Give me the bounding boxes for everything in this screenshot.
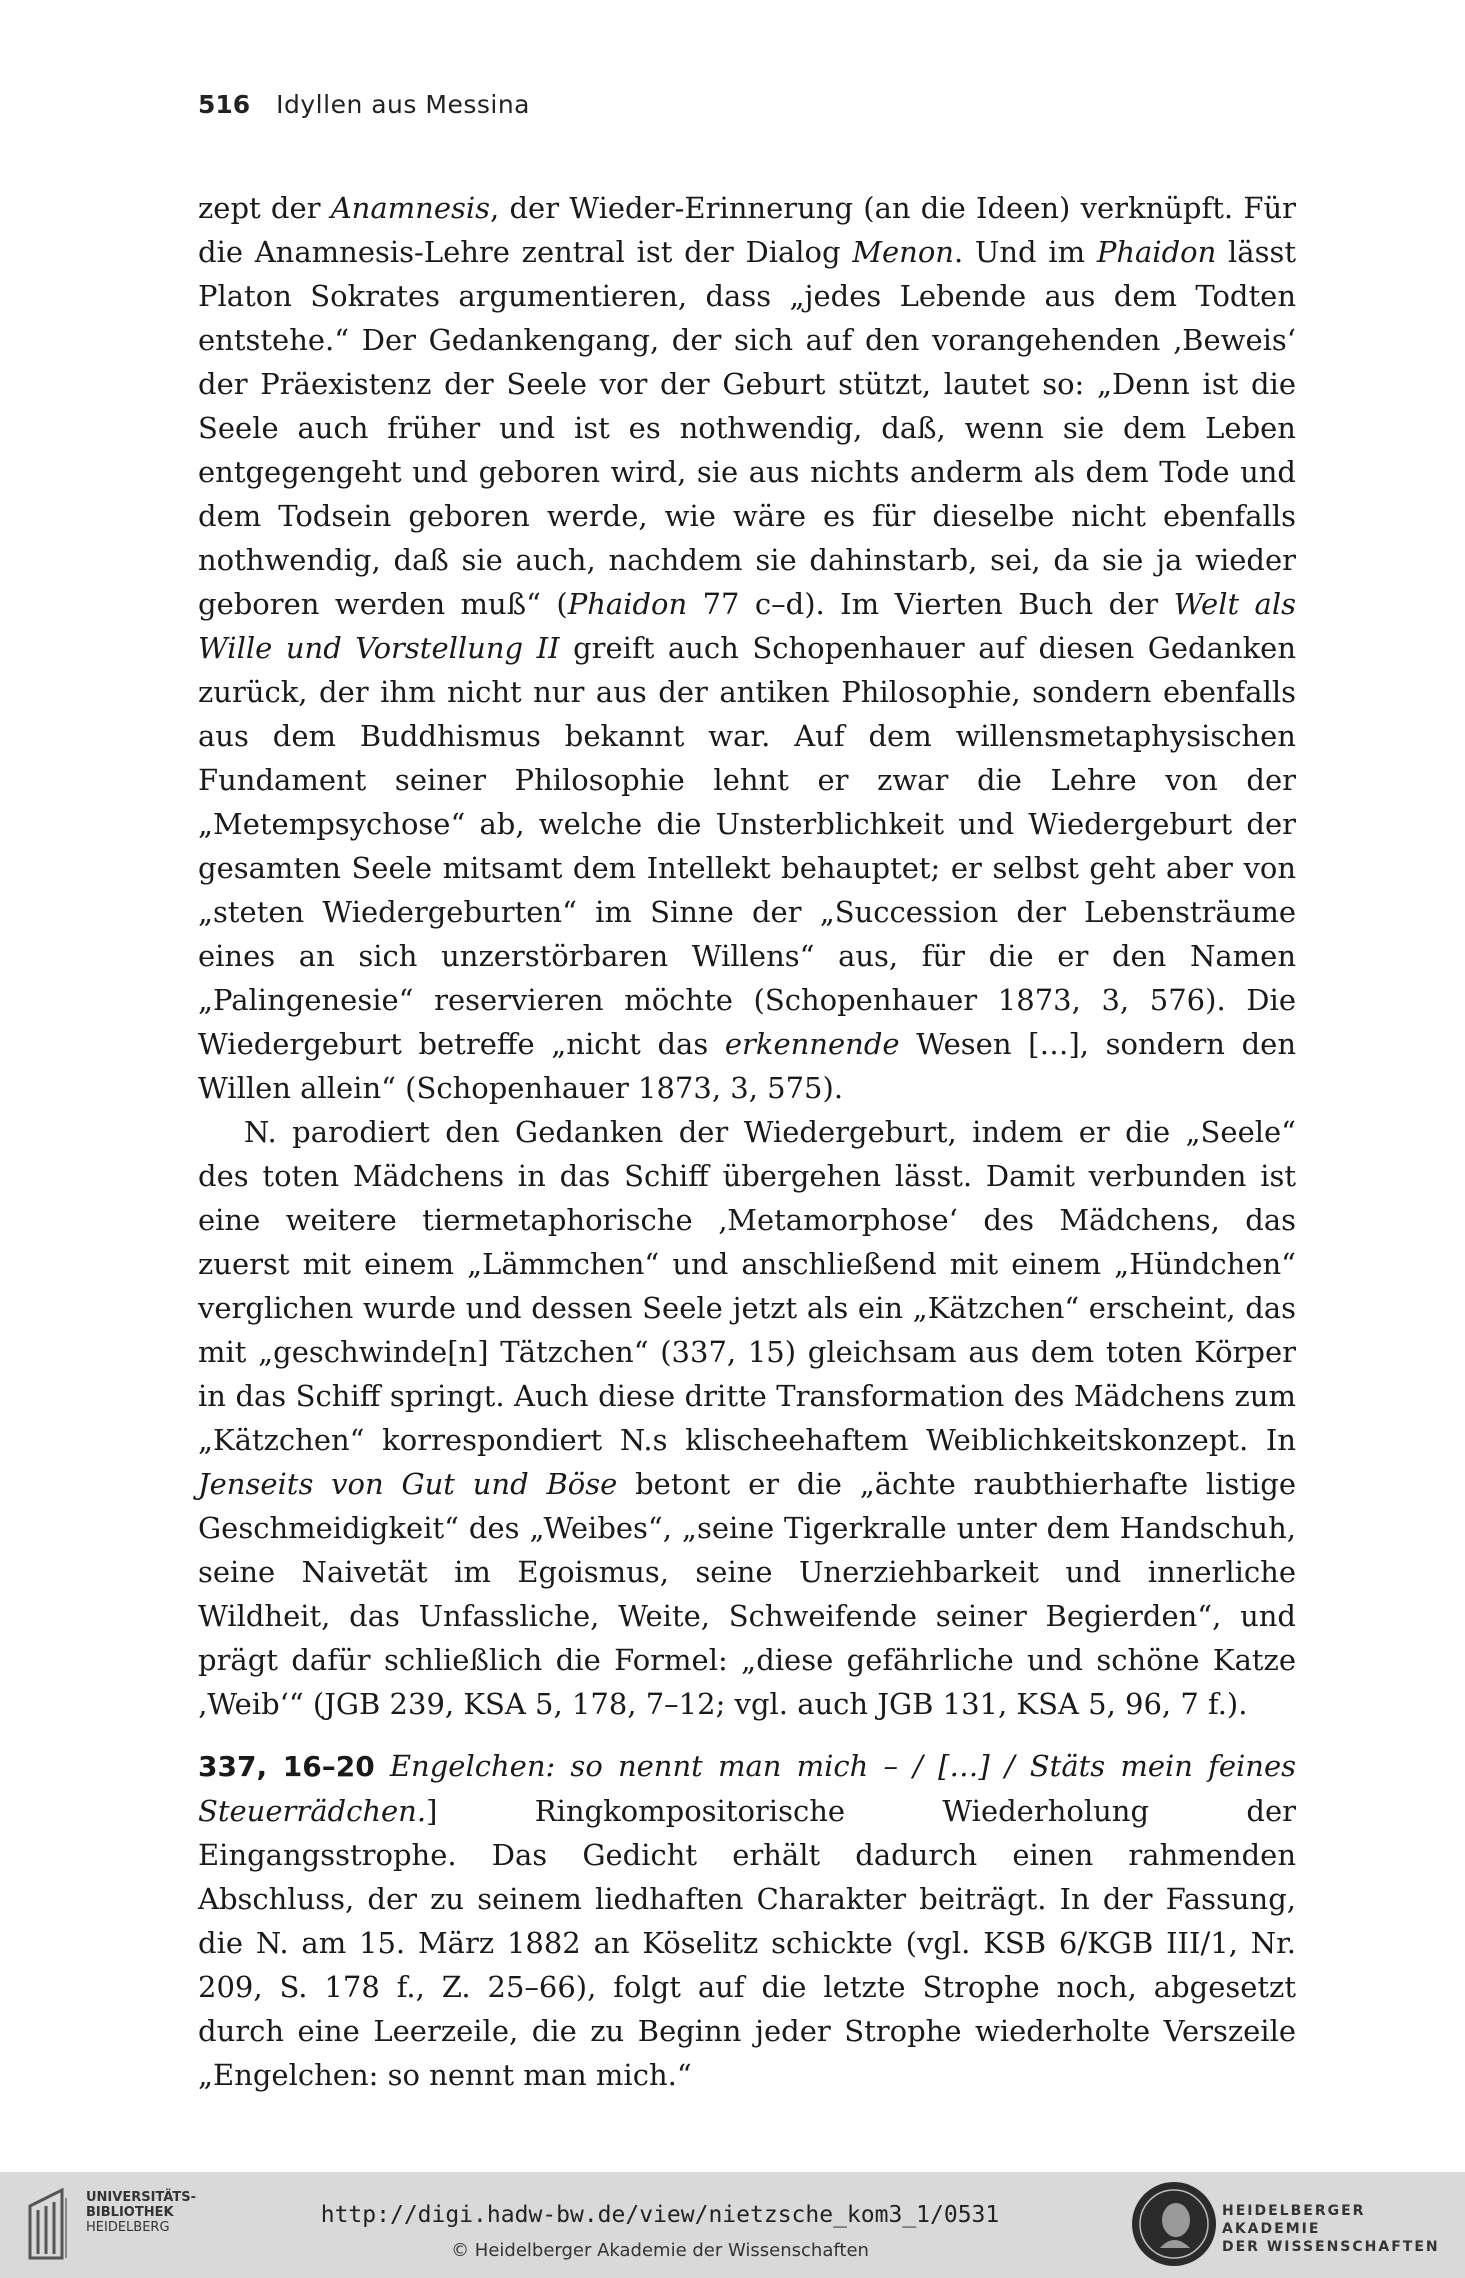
running-header	[198, 90, 530, 119]
source-url[interactable]: http://digi.hadw-bw.de/view/nietzsche_kom3_1/0531	[320, 2202, 1000, 2228]
academy-seal-icon	[1132, 2182, 1216, 2266]
copyright-notice: © Heidelberger Akademie der Wissenschaften	[451, 2240, 869, 2261]
commentary-body	[198, 186, 1296, 2097]
academy-name: HEIDELBERGER AKADEMIE DER WISSENSCHAFTEN	[1222, 2203, 1440, 2255]
library-building-icon	[22, 2184, 82, 2264]
digitization-footer	[0, 2172, 1465, 2278]
running-title: Idyllen aus Messina	[276, 90, 530, 119]
paragraph-anamnesis: zept der Anamnesis, der Wieder-Erinnerung (an die Ideen) verknüpft. Für die Anamnesis-Lehre zentral ist der Dialog Menon. Und im Phaidon lässt Platon Sokrates argumentieren, dass „jedes Lebende aus dem Todten entstehe.“ Der Gedankengang, der sich auf den vorangehenden ‚Beweis‘ der Präexistenz der Seele vor der Geburt stützt, lautet so: „Denn ist die Seele auch früher und ist es nothwendig, daß, wenn sie dem Leben entgegengeht und geboren wird, sie aus nichts anderm als dem Tode und dem Todsein geboren werde, wie wäre es für dieselbe nicht ebenfalls nothwendig, daß sie auch, nachdem sie dahinstarb, sei, da sie ja wieder geboren werden muß“ (Phaidon 77 c–d). Im Vierten Buch der Welt als Wille und Vorstellung II greift auch Schopenhauer auf diesen Gedanken zurück, der ihm nicht nur aus der antiken Philosophie, sondern ebenfalls aus dem Buddhismus bekannt war. Auf dem willensmetaphysischen Fundament seiner Philosophie lehnt er zwar die Lehre von der „Metempsychose“ ab, welche die Unsterblichkeit und Wiedergeburt der gesamten Seele mitsamt dem Intellekt behauptet; er selbst geht aber von „steten Wiedergeburten“ im Sinne der „Succession der Lebensträume eines an sich unzerstörbaren Willens“ aus, für die er den Namen „Palingenesie“ reservieren möchte (Schopenhauer 1873, 3, 576). Die Wiedergeburt betreffe „nicht das erkennende Wesen […], sondern den Willen allein“ (Schopenhauer 1873, 3, 575).	[198, 191, 1297, 1105]
lemma: Engelchen: so nennt man mich – / […] / Stäts mein feines Steuerrädchen.	[198, 1749, 1296, 1828]
library-name: UNIVERSITÄTS- BIBLIOTHEK HEIDELBERG	[86, 2190, 196, 2235]
commentary-entry-337-16: 337, 16–20 Engelchen: so nennt man mich – / […] / Stäts mein feines Steuerrädchen.] Ringkompositorische Wiederholung der Eingangsstrophe. Das Gedicht erhält dadurch einen rahmenden Abschluss, der zu seinem liedhaften Charakter beiträgt. In der Fassung, die N. am 15. März 1882 an Köselitz schickte (vgl. KSB 6/KGB III/1, Nr. 209, S. 178 f., Z. 25–66), folgt auf die letzte Strophe noch, abgesetzt durch eine Leerzeile, die zu Beginn jeder Strophe wiederholte Verszeile „Engelchen: so nennt man mich.“	[198, 1749, 1296, 2092]
paragraph-rebirth-parody: N. parodiert den Gedanken der Wiedergeburt, indem er die „Seele“ des toten Mädchens in das Schiff übergehen lässt. Damit verbunden ist eine weitere tiermetaphorische ‚Metamorphose‘ des Mädchens, das zuerst mit einem „Lämmchen“ und anschließend mit einem „Hündchen“ verglichen wurde und dessen Seele jetzt als ein „Kätzchen“ erscheint, das mit „geschwinde[n] Tätzchen“ (337, 15) gleichsam aus dem toten Körper in das Schiff springt. Auch diese dritte Transformation des Mädchens zum „Kätzchen“ korrespondiert N.s klischeehaftem Weiblichkeitskonzept. In Jenseits von Gut und Böse betont er die „ächte raubthierhafte listige Geschmeidigkeit“ des „Weibes“, „seine Tigerkralle unter dem Handschuh, seine Naivetät im Egoismus, seine Unerziehbarkeit und innerliche Wildheit, das Unfassliche, Weite, Schweifende seiner Begierden“, und prägt dafür schließlich die Formel: „diese gefährliche und schöne Katze ‚Weib‘“ (JGB 239, KSA 5, 178, 7–12; vgl. auch JGB 131, KSA 5, 96, 7 f.).	[198, 1115, 1296, 1721]
line-reference: 337, 16–20	[198, 1750, 375, 1783]
page-number: 516	[198, 90, 251, 119]
